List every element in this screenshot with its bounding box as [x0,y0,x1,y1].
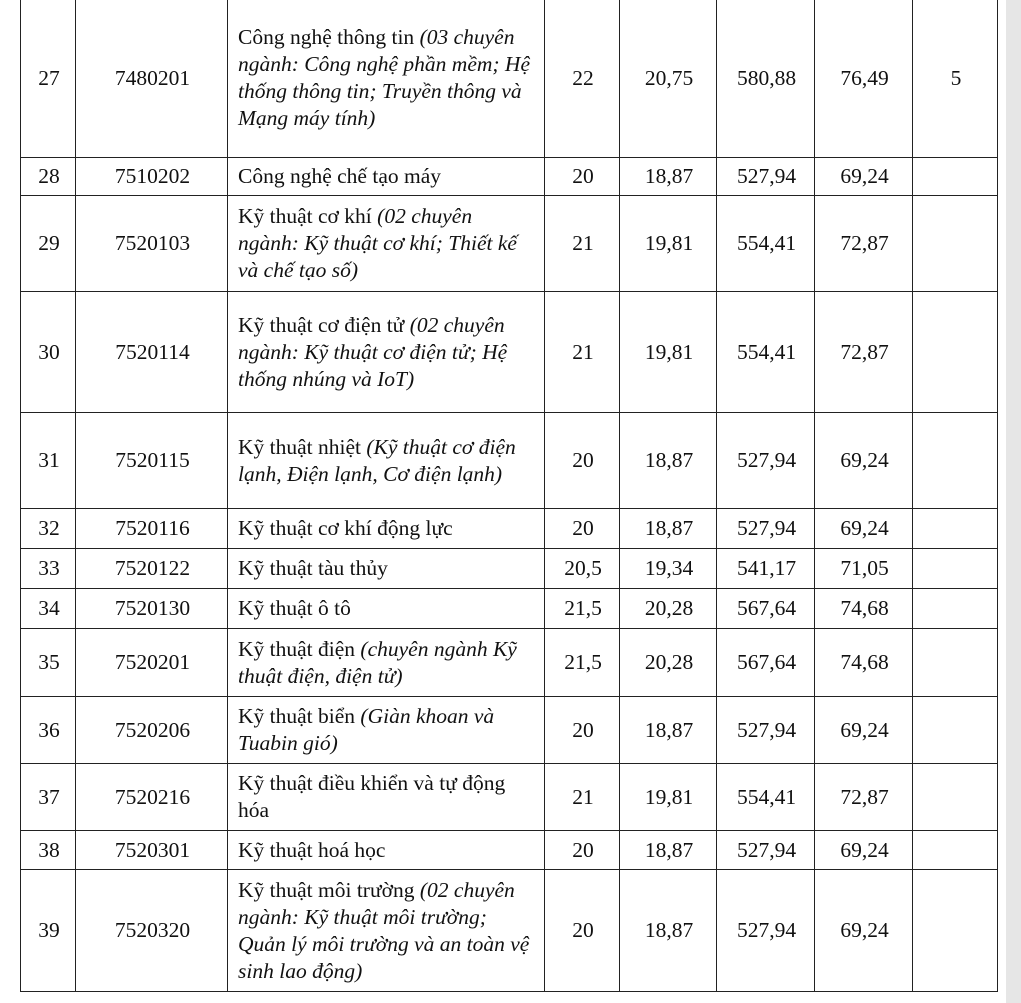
table-row [21,629,998,697]
note [913,509,998,549]
row-number: 33 [21,549,76,589]
row-number: 27 [21,0,76,158]
score-c: 541,17 [717,549,815,589]
table-row [21,413,998,509]
note [913,831,998,870]
major-code: 7520201 [76,629,228,697]
score-b: 19,81 [620,292,717,413]
major-name-cell [228,158,545,196]
row-number: 29 [21,196,76,292]
row-number: 39 [21,870,76,992]
major-name-cell [228,196,545,292]
score-a: 21 [545,292,620,413]
note [913,549,998,589]
score-a: 21,5 [545,629,620,697]
major-name-cell [228,292,545,413]
admission-score-table [20,0,998,992]
note [913,589,998,629]
score-a: 21 [545,764,620,831]
row-number: 35 [21,629,76,697]
score-a: 20 [545,697,620,764]
score-b: 20,75 [620,0,717,158]
score-b: 19,81 [620,764,717,831]
major-code: 7520122 [76,549,228,589]
score-b: 18,87 [620,509,717,549]
major-detail: (02 chuyên ngành: Kỹ thuật môi trường; Quản lý môi trường và an toàn vệ sinh lao động) [238,877,530,983]
major-code: 7520301 [76,831,228,870]
score-d: 76,49 [815,0,913,158]
score-a: 20 [545,831,620,870]
score-d: 69,24 [815,697,913,764]
score-d: 69,24 [815,413,913,509]
row-number: 32 [21,509,76,549]
major-detail: (02 chuyên ngành: Kỹ thuật cơ khí; Thiết kế và chế tạo số) [238,204,517,282]
major-code: 7520206 [76,697,228,764]
note [913,697,998,764]
major-name: Kỹ thuật nhiệt [238,434,367,459]
table-row [21,870,998,992]
score-b: 20,28 [620,589,717,629]
score-c: 527,94 [717,509,815,549]
score-b: 18,87 [620,870,717,992]
note [913,764,998,831]
major-name: Kỹ thuật cơ điện tử [238,312,410,337]
note: 5 [913,0,998,158]
table-row [21,589,998,629]
table-row [21,509,998,549]
score-a: 20 [545,509,620,549]
score-d: 69,24 [815,870,913,992]
major-name-cell [228,509,545,549]
score-d: 71,05 [815,549,913,589]
score-a: 21,5 [545,589,620,629]
major-code: 7520216 [76,764,228,831]
major-code: 7520116 [76,509,228,549]
score-d: 72,87 [815,764,913,831]
score-c: 554,41 [717,292,815,413]
row-number: 34 [21,589,76,629]
score-d: 72,87 [815,196,913,292]
score-b: 19,81 [620,196,717,292]
major-detail: (02 chuyên ngành: Kỹ thuật cơ điện tử; Hệ thống nhúng và IoT) [238,312,508,391]
major-name: Kỹ thuật tàu thủy [238,556,388,580]
score-a: 22 [545,0,620,158]
table-row [21,196,998,292]
note [913,292,998,413]
major-detail: (Kỹ thuật cơ điện lạnh, Điện lạnh, Cơ điện lạnh) [238,434,516,486]
major-name: Kỹ thuật biển [238,704,361,728]
score-a: 20 [545,870,620,992]
major-name: Công nghệ chế tạo máy [238,164,442,188]
row-number: 38 [21,831,76,870]
row-number: 37 [21,764,76,831]
major-name: Kỹ thuật điều khiển và tự động hóa [238,771,506,822]
table-row [21,292,998,413]
major-name-cell [228,549,545,589]
table-row [21,764,998,831]
major-name: Kỹ thuật cơ khí động lực [238,516,453,540]
score-d: 74,68 [815,589,913,629]
score-c: 527,94 [717,870,815,992]
score-c: 580,88 [717,0,815,158]
major-name-cell [228,870,545,992]
note [913,413,998,509]
major-name: Kỹ thuật ô tô [238,596,351,620]
table-row [21,549,998,589]
major-name-cell [228,764,545,831]
major-name: Kỹ thuật cơ khí [238,204,378,228]
major-detail: (chuyên ngành Kỹ thuật điện, điện tử) [238,636,517,688]
note [913,870,998,992]
major-name-cell [228,589,545,629]
score-b: 19,34 [620,549,717,589]
score-a: 20 [545,413,620,509]
score-a: 20,5 [545,549,620,589]
major-code: 7520114 [76,292,228,413]
table-row [21,697,998,764]
score-d: 72,87 [815,292,913,413]
major-code: 7480201 [76,0,228,158]
major-code: 7520115 [76,413,228,509]
row-number: 36 [21,697,76,764]
major-code: 7520320 [76,870,228,992]
score-b: 20,28 [620,629,717,697]
major-name: Kỹ thuật điện [238,636,361,661]
major-code: 7520130 [76,589,228,629]
score-b: 18,87 [620,831,717,870]
major-name: Kỹ thuật hoá học [238,837,386,862]
score-a: 20 [545,158,620,196]
row-number: 31 [21,413,76,509]
major-detail: (03 chuyên ngành: Công nghệ phần mềm; Hệ thống thông tin; Truyền thông và Mạng máy tính) [238,25,530,130]
major-code: 7520103 [76,196,228,292]
score-b: 18,87 [620,413,717,509]
note [913,158,998,196]
major-name-cell [228,629,545,697]
score-d: 74,68 [815,629,913,697]
score-d: 69,24 [815,831,913,870]
score-c: 527,94 [717,831,815,870]
score-a: 21 [545,196,620,292]
window-edge [1006,0,1021,1003]
major-name-cell [228,697,545,764]
score-b: 18,87 [620,158,717,196]
table-row [21,0,998,158]
score-c: 527,94 [717,413,815,509]
score-d: 69,24 [815,158,913,196]
score-c: 527,94 [717,697,815,764]
score-c: 554,41 [717,764,815,831]
score-c: 527,94 [717,158,815,196]
score-c: 567,64 [717,629,815,697]
score-b: 18,87 [620,697,717,764]
major-detail: (Giàn khoan và Tuabin gió) [238,704,495,755]
score-c: 567,64 [717,589,815,629]
table-row [21,831,998,870]
note [913,629,998,697]
row-number: 28 [21,158,76,196]
major-name-cell [228,0,545,158]
major-code: 7510202 [76,158,228,196]
score-d: 69,24 [815,509,913,549]
note [913,196,998,292]
row-number: 30 [21,292,76,413]
score-c: 554,41 [717,196,815,292]
major-name: Kỹ thuật môi trường [238,877,420,902]
table-row [21,158,998,196]
major-name-cell [228,413,545,509]
major-name: Công nghệ thông tin [238,25,420,49]
major-name-cell [228,831,545,870]
